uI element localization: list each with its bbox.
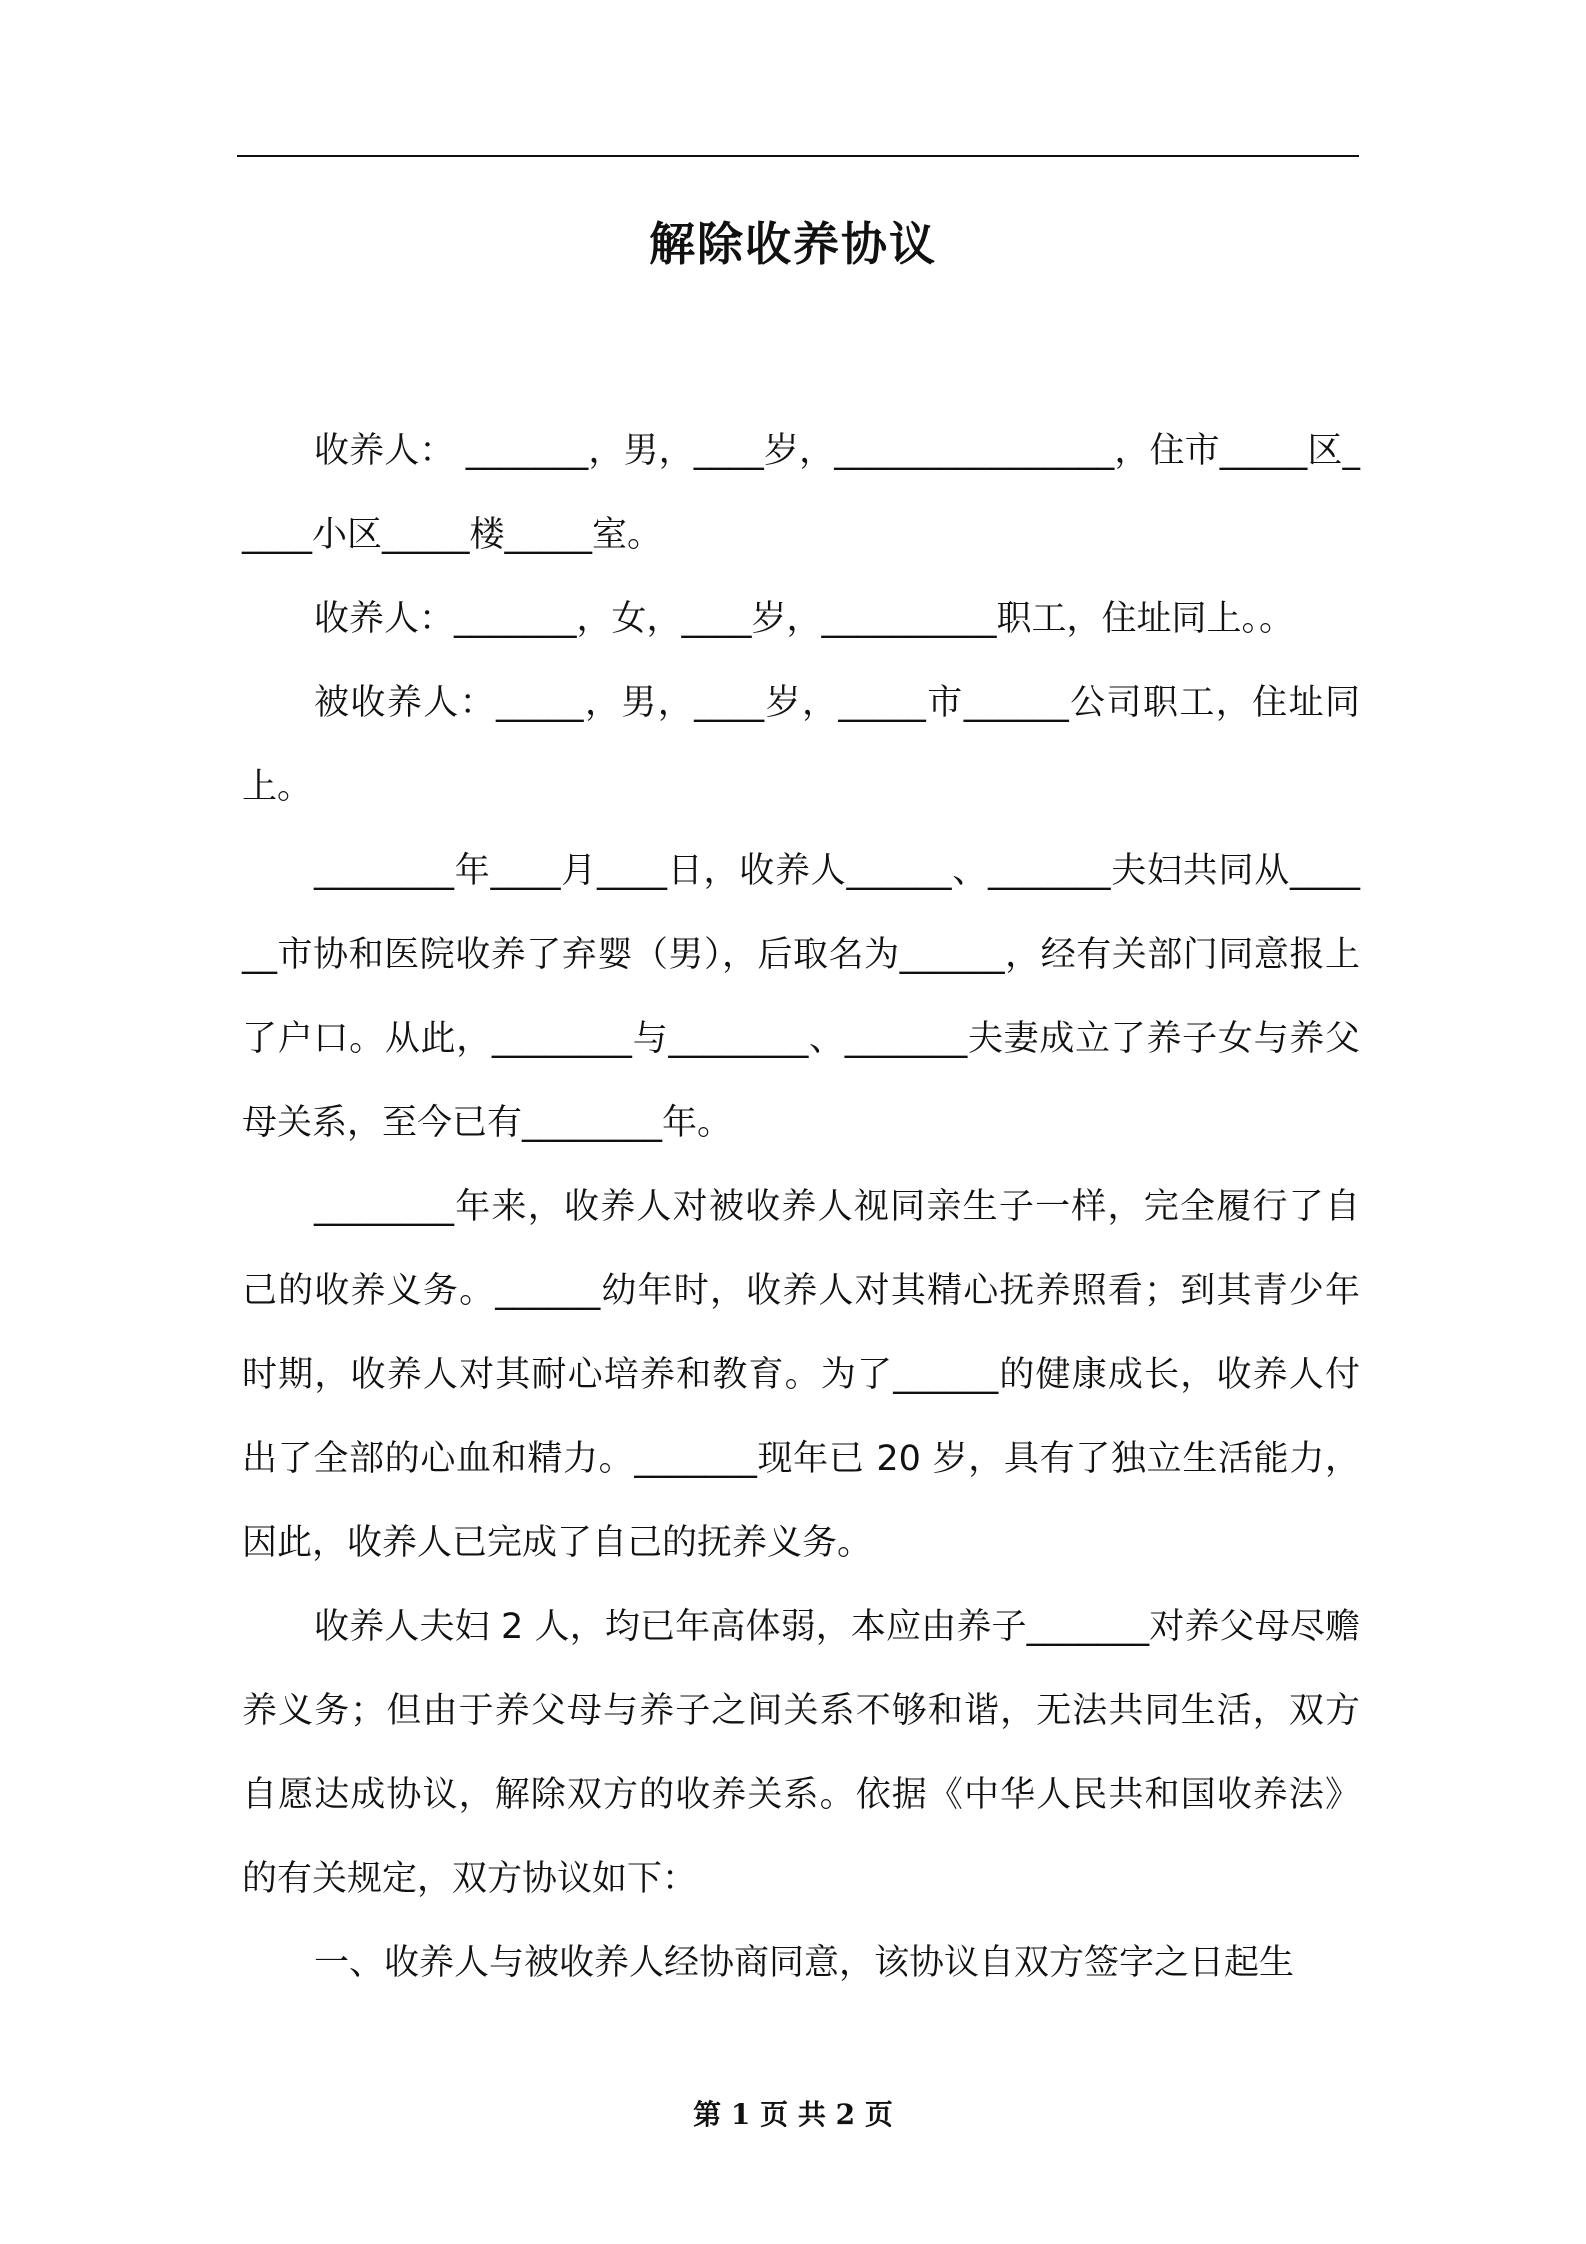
paragraph-reason: 收养人夫妇 2 人，均已年高体弱，本应由养子_______对养父母尽赡养义务；但由于养父母与养子之间关系不够和谐，无法共同生活，双方自愿达成协议，解除双方的收养关系。依据《中华人民共和国收养法》的有关规定，双方协议如下： [242,1607,1360,1899]
header-rule [237,155,1359,157]
paragraph-clause-1: 一、收养人与被收养人经协商同意，该协议自双方签字之日起生 [314,1943,1295,1983]
document-body [242,409,1360,2005]
paragraph-adopter-1: 收养人： _______，男，____岁，________________，住市_____区_____小区_____楼_____室。 [242,431,1360,555]
paragraph-adopter-2: 收养人：_______，女，____岁，__________职工，住址同上。。 [314,599,1295,639]
page-footer: 第 1 页 共 2 页 [693,2098,893,2131]
paragraph-background: ________年____月____日，收养人______、_______夫妇共同从______市协和医院收养了弃婴（男），后取名为______，经有关部门同意报上了户口。从此，________与________、_______夫妻成立了养子女与养父母关系，至今已有________年。 [242,851,1360,1143]
paragraph-adoptee: 被收养人：_____，男，____岁，_____市______公司职工，住址同上。 [242,683,1360,807]
paragraph-obligations: ________年来，收养人对被收养人视同亲生子一样，完全履行了自己的收养义务。______幼年时，收养人对其精心抚养照看；到其青少年时期，收养人对其耐心培养和教育。为了______的健康成长，收养人付出了全部的心血和精力。_______现年已 20 岁，具有了独立生活能力，因此，收养人已完成了自己的抚养义务。 [242,1187,1360,1563]
document-title: 解除收养协议 [649,217,937,271]
